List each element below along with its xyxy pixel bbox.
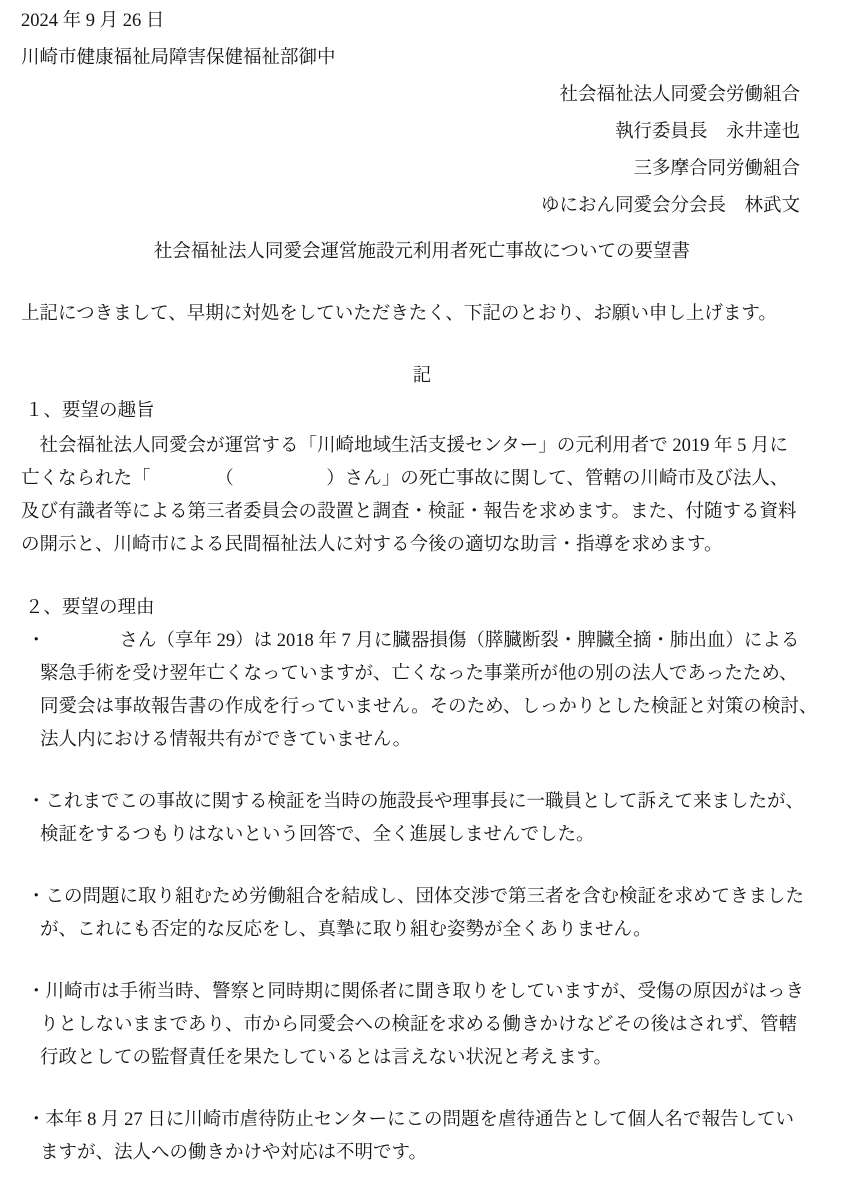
document-title: 社会福祉法人同愛会運営施設元利用者死亡事故についての要望書 xyxy=(153,242,691,262)
sender-union-name: 社会福祉法人同愛会労働組合 xyxy=(559,85,800,105)
section1-line: 及び有識者等による第三者委員会の設置と調査・検証・報告を求めます。また、付随する資料 xyxy=(21,502,797,522)
bullet-line: ・川崎市は手術当時、警察と同時期に関係者に聞き取りをしていますが、受傷の原因がはっき xyxy=(27,982,805,1002)
sender-branch-chairman: ゆにおん同愛会分会長 林武文 xyxy=(540,196,800,216)
bullet-line: ・これまでこの事故に関する検証を当時の施設長や理事長に一職員として訴えて来ましたが、 xyxy=(27,792,805,812)
bullet-line: ・本年 8 月 27 日に川崎市虐待防止センターにこの問題を虐待通告として個人名で報告してい xyxy=(27,1110,795,1130)
bullet-line: が、これにも否定的な反応をし、真摯に取り組む姿勢が全くありません。 xyxy=(40,920,652,940)
reason-bullet-2 xyxy=(21,786,805,852)
date-line: 2024 年 9 月 26 日 xyxy=(21,11,165,31)
bullet-line: 同愛会は事故報告書の作成を行っていません。そのため、しっかりとした検証と対策の検討、 xyxy=(40,697,818,717)
recipient-line: 川崎市健康福祉局障害保健福祉部御中 xyxy=(21,48,336,68)
notation-marker: 記 xyxy=(412,366,432,386)
bullet-line: 緊急手術を受け翌年亡くなっていますが、亡くなった事業所が他の別の法人であったため、 xyxy=(40,664,798,684)
bullet-line: ますが、法人への働きかけや対応は不明です。 xyxy=(40,1143,428,1163)
bullet-line: ・ さん（享年 29）は 2018 年 7 月に臓器損傷（膵臓断裂・脾臓全摘・肺出血）による xyxy=(27,631,800,651)
bullet-line: りとしないままであり、市から同愛会への検証を求める働きかけなどその後はされず、管轄 xyxy=(40,1015,798,1035)
section1-line: 社会福祉法人同愛会が運営する「川崎地域生活支援センター」の元利用者で 2019 年 5 月に xyxy=(21,436,789,456)
bullet-line: 行政としての監督責任を果たしているとは言えない状況と考えます。 xyxy=(40,1048,613,1068)
reason-bullet-4 xyxy=(21,976,805,1075)
intro-paragraph: 上記につきまして、早期に対処をしていただきたく、下記のとおり、お願い申し上げます。 xyxy=(21,304,777,324)
bullet-line: 検証をするつもりはないという回答で、全く進展しませんでした。 xyxy=(40,825,595,845)
bullet-line: ・この問題に取り組むため労働組合を結成し、団体交渉で第三者を含む検証を求めてきました xyxy=(27,887,805,907)
section1-body xyxy=(21,430,800,562)
section1-line: 亡くなられた「 （ ）さん」の死亡事故に関して、管轄の川崎市及び法人、 xyxy=(21,469,789,489)
sender-second-union-name: 三多摩合同労働組合 xyxy=(633,159,800,179)
reason-bullet-1 xyxy=(21,625,818,757)
section2-heading: ２、要望の理由 xyxy=(25,598,155,618)
sender-executive-chairman: 執行委員長 永井達也 xyxy=(614,122,800,142)
bullet-line: 法人内における情報共有ができていません。 xyxy=(40,730,412,750)
section1-heading: １、要望の趣旨 xyxy=(25,401,155,421)
reason-bullet-5 xyxy=(21,1104,800,1170)
section1-line: の開示と、川崎市による民間福祉法人に対する今後の適切な助言・指導を求めます。 xyxy=(21,535,723,555)
reason-bullet-3 xyxy=(21,881,805,947)
sender-block xyxy=(21,77,800,225)
